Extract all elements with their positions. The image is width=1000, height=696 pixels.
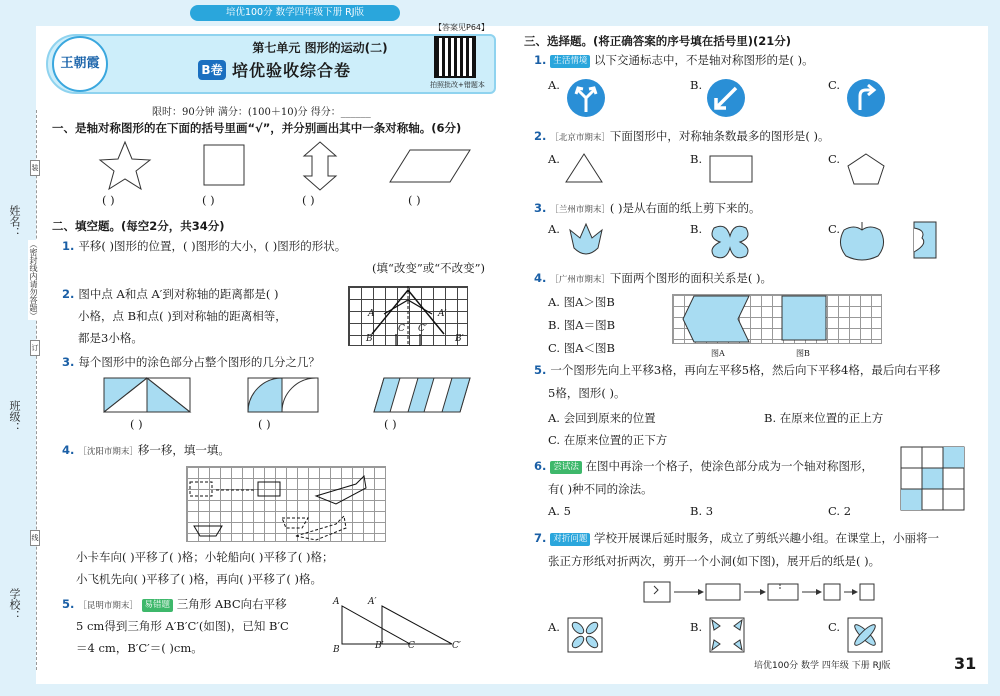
seal-mark-1: 装 [30,160,40,176]
s3-q3-option-c[interactable]: C. [828,222,841,236]
q2-shapes [562,150,902,192]
s3-q5-line1: 一个图形先向上平移3格，再向左平移5格，然后向下平移4格，最后向右平移 [550,363,941,377]
qr-caption: 拍照批改+错题本 [430,81,485,89]
s3-q6-option-b[interactable]: B. 3 [690,504,714,518]
s3-q1-option-c[interactable]: C. [828,78,841,92]
q2-label-C-prime: C′ [418,324,427,334]
exam-meta: 限时：90分钟 满分：(100＋10)分 得分：______ [152,107,371,118]
fraction-shapes [100,376,500,416]
double-arrow-shape [304,142,336,190]
q5-label-C: C [408,641,415,651]
s2-question-1 [62,236,346,258]
translation-figures [186,466,386,542]
figure-a-label: 图A [711,349,725,358]
section-1-shapes [80,140,500,192]
q-number: 3. [62,355,75,369]
binding-margin [0,0,39,696]
unfolded-papers [566,616,886,656]
triangle-shape [566,154,602,182]
school-label: 学校： [8,588,21,621]
figure-b-shape [782,296,826,340]
triangle-translation [336,602,466,654]
star-shape [100,142,150,189]
publisher-logo: 王朝霞 [52,36,108,92]
s3-q5-option-b[interactable]: B. 在原来位置的正上方 [764,411,884,425]
s3-q2-option-a[interactable]: A. [548,152,560,166]
s2-q3-text: 每个图形中的涂色部分占整个图形的几分之几？ [78,355,320,369]
s3-q7-option-c[interactable]: C. [828,620,841,634]
answer-blank-3[interactable]: ( ) [302,193,315,207]
s3-q7-option-b[interactable]: B. [690,620,703,634]
s3-question-3 [534,198,761,220]
s2-q2-line2: 小格，点 B和点( )到对称轴的距离相等， [78,309,287,323]
s3-q1-option-b[interactable]: B. [690,78,703,92]
q-number: 7. [534,531,547,545]
q7-tag: 对折问题 [550,533,590,546]
q5-label-B: B [333,645,340,655]
q2-label-A: A [368,309,375,319]
s3-q1-text: 以下交通标志中，不是轴对称图形的是( )。 [594,53,814,67]
q4-source: ［广州市期末］ [550,275,610,285]
tulip-shape [570,224,602,254]
q2-source: ［北京市期末］ [550,133,610,143]
s2-q4-text: 移一移，填一填。 [137,443,230,457]
page-footer: 培优100分 数学 四年级 下册 RJ版 [754,661,891,671]
qr-code [434,36,476,78]
s2-q1-hint: (填“改变”或“不改变”) [372,261,485,275]
s3-q6-option-c[interactable]: C. 2 [828,504,852,518]
traffic-signs [566,78,896,120]
seal-mark-2: 订 [30,340,40,356]
s2-q4-line2: 小飞机先向( )平移了( )格，再向( )平移了( )格。 [76,572,323,586]
s3-question-6 [534,456,873,478]
page-number: 31 [954,654,977,673]
s3-q4-option-a[interactable]: A. 图A＞图B [548,295,615,309]
seal-mark-3: 线 [30,530,40,546]
answer-blank-4[interactable]: ( ) [408,193,421,207]
q6-tag: 尝试法 [550,461,582,474]
rectangle-shape [710,156,752,182]
s3-q6-line1: 在图中再涂一个格子，使涂色部分成为一个轴对称图形， [585,459,874,473]
s2-q1-text: 平移( )图形的位置，( )图形的大小，( )图形的形状。 [78,239,347,253]
q3-blank-1[interactable]: ( ) [130,417,143,431]
flower-shape [712,226,748,258]
s2-q2-line1: 图中点 A和点 A′到对称轴的距离都是( ) [78,287,279,301]
answer-blank-2[interactable]: ( ) [202,193,215,207]
cutout-shapes [564,218,944,264]
q5-tag: 易错题 [142,599,174,612]
s3-q7-line2: 张正方形纸对折两次，剪开一个小洞(如下图)，展开后的纸是( )。 [548,554,881,568]
area-figures [672,294,882,344]
q1-tag: 生活情境 [550,55,590,68]
q2-label-C: C [398,324,405,334]
s3-q5-line2: 5格，图形( )。 [548,386,626,400]
q2-label-A-prime: A′ [438,309,447,319]
s3-q4-text: 下面两个图形的面积关系是( )。 [609,271,773,285]
s3-question-5 [534,360,940,382]
figure-b-label: 图B [796,349,810,358]
folding-steps [640,580,880,606]
q-number: 1. [62,239,75,253]
s3-q3-option-b[interactable]: B. [690,222,703,236]
paper-title: 培优验收综合卷 [232,61,352,80]
q3-source: ［兰州市期末］ [550,205,610,215]
s3-question-1 [534,50,814,72]
q5-label-C-prime: C′ [452,641,461,651]
q-number: 4. [62,443,75,457]
q-number: 4. [534,271,547,285]
section-3-title: 三、选择题。(将正确答案的序号填在括号里)(21分) [524,34,792,48]
q-number: 5. [534,363,547,377]
s3-question-4 [534,268,772,290]
right-turn-sign-icon [847,79,885,117]
q5-source: ［昆明市期末］ [78,601,138,611]
seal-line [36,110,37,670]
s3-q3-text: ( )是从右面的纸上剪下来的。 [609,201,761,215]
s2-question-4 [62,440,230,462]
q-number: 2. [534,129,547,143]
s2-q5-line1: 三角形 ABC向右平移 [176,597,287,611]
s3-q2-option-b[interactable]: B. [690,152,703,166]
s3-q5-option-c[interactable]: C. 在原来位置的正下方 [548,433,668,447]
shading-grid [900,446,966,512]
name-label: 姓名： [8,205,21,238]
s2-q2-line3: 都是3小格。 [78,331,143,345]
pentagon-shape [848,154,884,184]
q2-label-B: B [366,334,373,344]
q-number: 2. [62,287,75,301]
apple-shape [840,227,883,260]
q5-label-B-prime: B′ [375,641,384,651]
section-2-title: 二、填空题。(每空2分，共34分) [52,219,225,233]
s2-q5-line3: ＝4 cm，B′C′＝( )cm。 [76,641,203,655]
s2-q4-line1: 小卡车向( )平移了( )格；小轮船向( )平移了( )格； [76,550,334,564]
seal-note: （密封线内请勿答题） [29,240,38,320]
s2-question-5 [62,594,287,616]
figure-a-shape [683,296,749,342]
q2-label-B-prime: B′ [455,334,464,344]
s2-question-3 [62,352,320,374]
s3-question-2 [534,126,830,148]
s3-q3-option-a[interactable]: A. [548,222,560,236]
s3-q6-option-a[interactable]: A. 5 [548,504,571,518]
s3-q2-text: 下面图形中，对称轴条数最多的图形是( )。 [609,129,830,143]
q-number: 6. [534,459,547,473]
s3-q7-option-a[interactable]: A. [548,620,560,634]
s2-q5-line2: 5 cm得到三角形 A′B′C′(如图)，已知 B′C [76,619,289,633]
square-shape [204,145,244,185]
q3-blank-3[interactable]: ( ) [384,417,397,431]
q3-blank-2[interactable]: ( ) [258,417,271,431]
q4-source: ［沈阳市期末］ [78,447,138,457]
unit-title: 第七单元 图形的运动(二) [252,41,388,55]
q-number: 3. [534,201,547,215]
class-label: 班级： [8,400,21,433]
s3-q2-option-c[interactable]: C. [828,152,841,166]
s3-q4-option-b[interactable]: B. 图A＝图B [548,318,616,332]
s2-question-2 [62,284,279,306]
s3-q7-line1: 学校开展课后延时服务，成立了剪纸兴趣小组。在课堂上，小丽将一 [594,531,940,545]
q-number: 1. [534,53,547,67]
s3-q5-option-a[interactable]: A. 会回到原来的位置 [548,411,656,425]
s3-q4-option-c[interactable]: C. 图A＜图B [548,341,615,355]
q-number: 5. [62,597,75,611]
s3-question-7 [534,528,939,550]
s3-q6-line2: 有( )种不同的涂法。 [548,482,653,496]
answer-blank-1[interactable]: ( ) [102,193,115,207]
s3-q1-option-a[interactable]: A. [548,78,560,92]
q5-label-A-prime: A′ [368,597,377,607]
paper-badge: B卷 [198,60,226,80]
q5-label-A: A [333,597,340,607]
series-banner: 培优100分 数学四年级下册 RJ版 [190,5,400,21]
section-1-title: 一、是轴对称图形的在下面的括号里画“√”，并分别画出其中一条对称轴。(6分) [52,121,462,135]
answer-ref: 【答案见P64】 [434,23,490,32]
parallelogram-shape [390,150,470,182]
